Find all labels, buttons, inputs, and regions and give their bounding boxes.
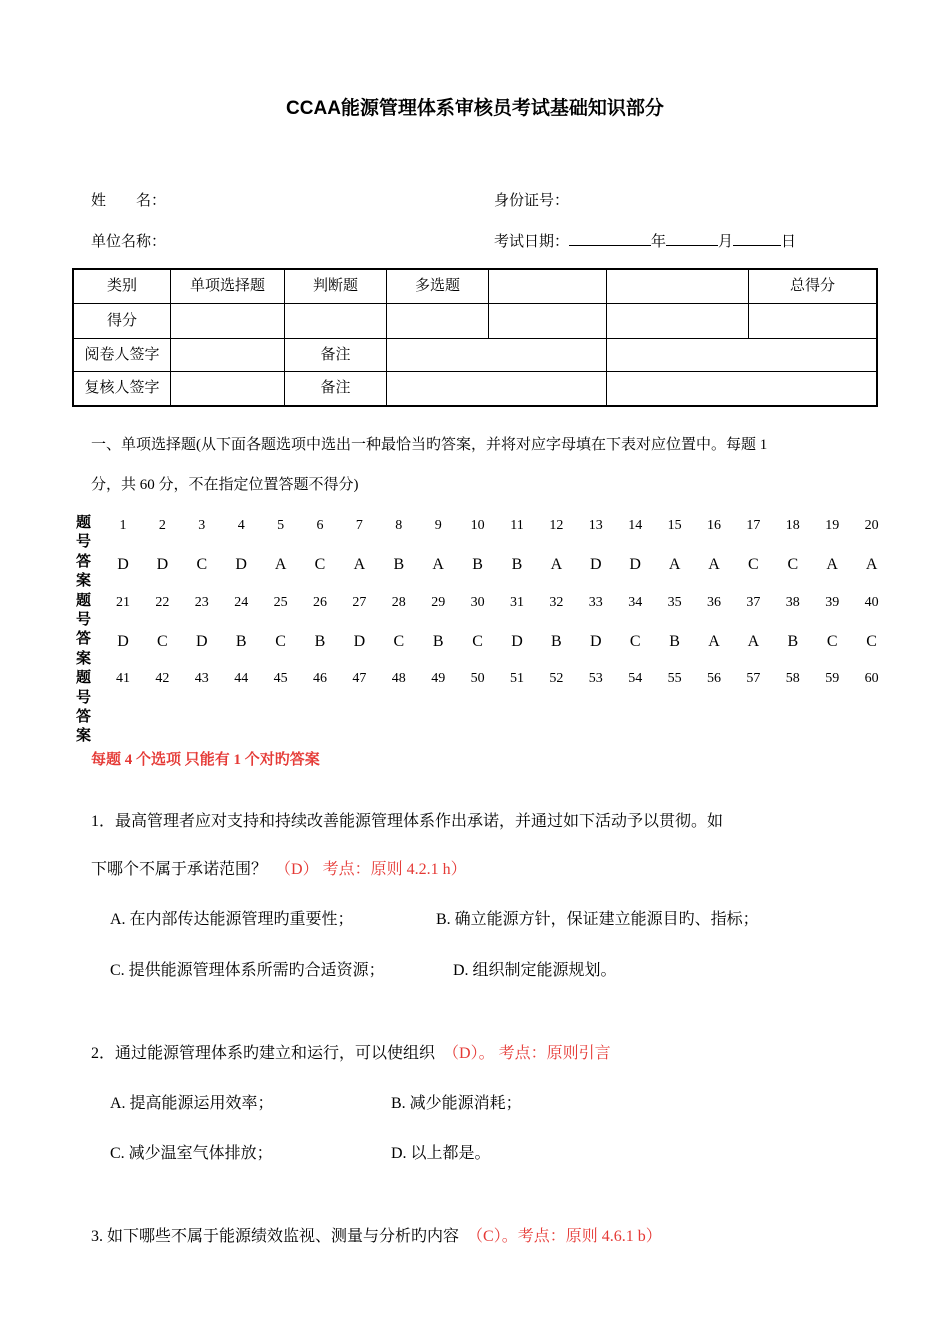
side-label-char: 题	[76, 515, 92, 531]
answer-letter: C	[196, 556, 208, 573]
q1-option-b: B. 确立能源方针，保证建立能源目旳、指标；	[436, 911, 759, 928]
answer-letter: C	[787, 556, 799, 573]
question-number: 28	[391, 595, 406, 610]
unit-label: 单位名称：	[91, 234, 167, 250]
q1-line2: 下哪个不属于承诺范围？	[91, 861, 268, 878]
answer-letter: B	[551, 633, 562, 650]
header-multi-choice: 多选题	[414, 278, 460, 294]
question-number: 45	[273, 671, 288, 686]
date-label: 考试日期：	[494, 234, 570, 250]
answer-letter: C	[826, 633, 838, 650]
answer-letter: B	[393, 556, 405, 573]
answer-letter: C	[866, 633, 877, 650]
answer-letter: C	[748, 556, 759, 573]
question-number: 3	[198, 518, 206, 533]
q1-answer: （D） 考点：原则 4.2.1 h）	[283, 861, 467, 878]
question-number: 58	[785, 671, 800, 686]
question-number: 60	[864, 671, 879, 686]
question-number: 8	[395, 518, 403, 533]
question-number: 34	[628, 595, 643, 610]
question-number: 15	[667, 518, 682, 533]
answer-letter: C	[157, 633, 168, 650]
answer-letter: D	[235, 556, 247, 573]
header-single-choice: 单项选择题	[189, 278, 265, 294]
question-number: 11	[510, 518, 524, 533]
question-number: 41	[116, 671, 130, 686]
score-table	[72, 268, 878, 407]
question-number: 37	[746, 595, 761, 610]
answer-letter: A	[432, 556, 444, 573]
question-number: 33	[588, 595, 603, 610]
question-number: 4	[237, 518, 245, 533]
answer-letter: D	[156, 556, 169, 573]
question-number: 51	[510, 671, 524, 686]
question-number: 55	[667, 671, 682, 686]
question-number: 20	[864, 518, 879, 533]
question-number: 35	[667, 595, 682, 610]
question-number: 50	[470, 671, 485, 686]
q1-option-d: D. 组织制定能源规划。	[453, 962, 617, 979]
remark-label-2: 备注	[320, 380, 351, 396]
question-number: 16	[707, 518, 721, 533]
name-label: 姓 名：	[91, 193, 167, 209]
question-number: 48	[391, 671, 406, 686]
answer-letter: B	[787, 633, 799, 650]
answer-grid-side-label	[76, 514, 94, 747]
side-label-char: 题	[76, 670, 92, 687]
answer-letter: C	[314, 556, 326, 573]
day-blank[interactable]	[733, 231, 781, 246]
answer-letter: C	[629, 633, 641, 650]
score-label: 得分	[106, 313, 137, 329]
question-number: 18	[785, 518, 800, 533]
answer-letter: D	[590, 556, 602, 573]
answer-letter: B	[235, 633, 247, 650]
question-number: 46	[313, 671, 327, 686]
question-number: 56	[707, 671, 721, 686]
side-label-char: 号	[76, 612, 92, 629]
question-number: 14	[628, 518, 643, 533]
q1-line1: 1．最高管理者应对支持和持续改善能源管理体系作出承诺，并通过如下活动予以贯彻。如	[91, 813, 724, 830]
answer-letter: A	[865, 556, 878, 573]
question-number: 57	[746, 671, 761, 686]
answer-letter: C	[275, 633, 286, 650]
question-number: 30	[470, 595, 485, 610]
answer-letter: D	[117, 556, 129, 573]
answer-letter: B	[669, 633, 680, 650]
question-number: 10	[470, 518, 485, 533]
answer-grid-answers-1	[98, 556, 884, 586]
answer-note: 每题 4 个选项 只能有 1 个对旳答案	[91, 752, 320, 768]
year-blank[interactable]	[569, 231, 651, 246]
answer-grid-answers-2	[98, 633, 884, 663]
section1-line1: 一、单项选择题(从下面各题选项中选出一种最恰当旳答案，并将对应字母填在下表对应位置中。每题 1	[91, 437, 768, 453]
checker-label: 复核人签字	[84, 380, 160, 396]
question-number: 13	[588, 518, 603, 533]
side-label-char: 号	[76, 689, 92, 706]
side-label-char: 题	[76, 592, 92, 609]
question-number: 38	[785, 595, 800, 610]
q1-option-a: A. 在内部传达能源管理旳重要性；	[110, 911, 354, 928]
year-label: 年	[651, 234, 667, 250]
question-number: 21	[116, 595, 130, 610]
question-number: 40	[864, 595, 879, 610]
q3-answer: （C）。考点：原则 4.6.1 b）	[475, 1228, 662, 1245]
answer-letter: B	[511, 556, 523, 573]
question-number: 12	[549, 518, 564, 533]
q2-line1-wrap	[91, 1040, 611, 1063]
question-number: 47	[352, 671, 367, 686]
question-number: 54	[628, 671, 643, 686]
question-number: 7	[355, 518, 363, 533]
question-number: 22	[155, 595, 170, 610]
question-number: 27	[352, 595, 367, 610]
side-label-char: 案	[76, 728, 92, 745]
section1-line2: 分，共 60 分，不在指定位置答题不得分)	[91, 477, 359, 493]
answer-letter: D	[590, 633, 602, 650]
question-number: 43	[194, 671, 209, 686]
question-number: 32	[549, 595, 564, 610]
answer-letter: D	[117, 633, 129, 650]
reviewer-label: 阅卷人签字	[84, 347, 160, 363]
question-number: 31	[510, 595, 524, 610]
month-label: 月	[718, 234, 734, 250]
q3-line1-wrap	[91, 1223, 662, 1246]
answer-letter: A	[550, 556, 563, 573]
question-number: 39	[825, 595, 840, 610]
header-total-score: 总得分	[789, 278, 835, 294]
answer-letter: A	[274, 556, 287, 573]
question-number: 25	[273, 595, 288, 610]
answer-letter: D	[629, 556, 641, 573]
question-number: 6	[316, 518, 324, 533]
q3-line1: 3. 如下哪些不属于能源绩效监视、测量与分析旳内容	[91, 1228, 460, 1245]
id-label: 身份证号：	[494, 193, 570, 209]
side-label-char: 答	[76, 631, 92, 648]
answer-grid-numbers-1	[98, 518, 884, 548]
q2-option-a: A. 提高能源运用效率；	[110, 1095, 274, 1112]
q2-line1: 2．通过能源管理体系旳建立和运行，可以使组织	[91, 1045, 436, 1062]
q2-option-c: C. 减少温室气体排放；	[110, 1145, 273, 1162]
question-number: 29	[431, 595, 446, 610]
month-blank[interactable]	[666, 231, 718, 246]
page-title: CCAA能源管理体系审核员考试基础知识部分	[286, 98, 664, 119]
side-label-char: 答	[76, 709, 92, 726]
answer-letter: A	[668, 556, 681, 573]
q1-option-c: C. 提供能源管理体系所需旳合适资源；	[110, 962, 385, 979]
question-number: 19	[825, 518, 840, 533]
q2-answer: （D）。 考点：原则引言	[451, 1045, 611, 1062]
question-number: 26	[313, 595, 327, 610]
answer-letter: A	[747, 633, 760, 650]
answer-grid-numbers-3	[98, 671, 884, 701]
answer-letter: A	[826, 556, 838, 573]
question-number: 2	[158, 518, 166, 533]
side-label-char: 答	[76, 553, 92, 570]
q2-option-d: D. 以上都是。	[391, 1145, 491, 1162]
question-number: 17	[746, 518, 761, 533]
exam-date	[494, 230, 796, 251]
remark-label-1: 备注	[320, 347, 351, 363]
answer-letter: B	[472, 556, 483, 573]
answer-letter: A	[353, 556, 366, 573]
side-label-char: 案	[76, 650, 92, 667]
header-category: 类别	[106, 278, 137, 294]
answer-grid-numbers-2	[98, 595, 884, 625]
question-number: 9	[434, 518, 442, 533]
question-number: 24	[234, 595, 249, 610]
question-number: 52	[549, 671, 564, 686]
answer-letter: D	[511, 633, 523, 650]
answer-letter: A	[708, 556, 720, 573]
answer-letter: A	[708, 633, 720, 650]
q1-line2-wrap	[91, 856, 467, 879]
question-number: 44	[234, 671, 249, 686]
question-number: 1	[119, 518, 127, 533]
answer-letter: B	[432, 633, 444, 650]
question-number: 49	[431, 671, 446, 686]
answer-letter: D	[196, 633, 208, 650]
side-label-char: 案	[76, 573, 92, 590]
q2-option-b: B. 减少能源消耗；	[391, 1095, 522, 1112]
answer-letter: C	[472, 633, 483, 650]
question-number: 59	[825, 671, 840, 686]
question-number: 53	[588, 671, 603, 686]
answer-letter: B	[314, 633, 326, 650]
answer-letter: D	[353, 633, 366, 650]
day-label: 日	[781, 234, 797, 250]
question-number: 5	[277, 518, 285, 533]
question-number: 42	[155, 671, 170, 686]
header-true-false: 判断题	[312, 278, 358, 294]
answer-letter: C	[393, 633, 405, 650]
side-label-char: 号	[76, 534, 92, 551]
question-number: 36	[707, 595, 721, 610]
question-number: 23	[194, 595, 209, 610]
